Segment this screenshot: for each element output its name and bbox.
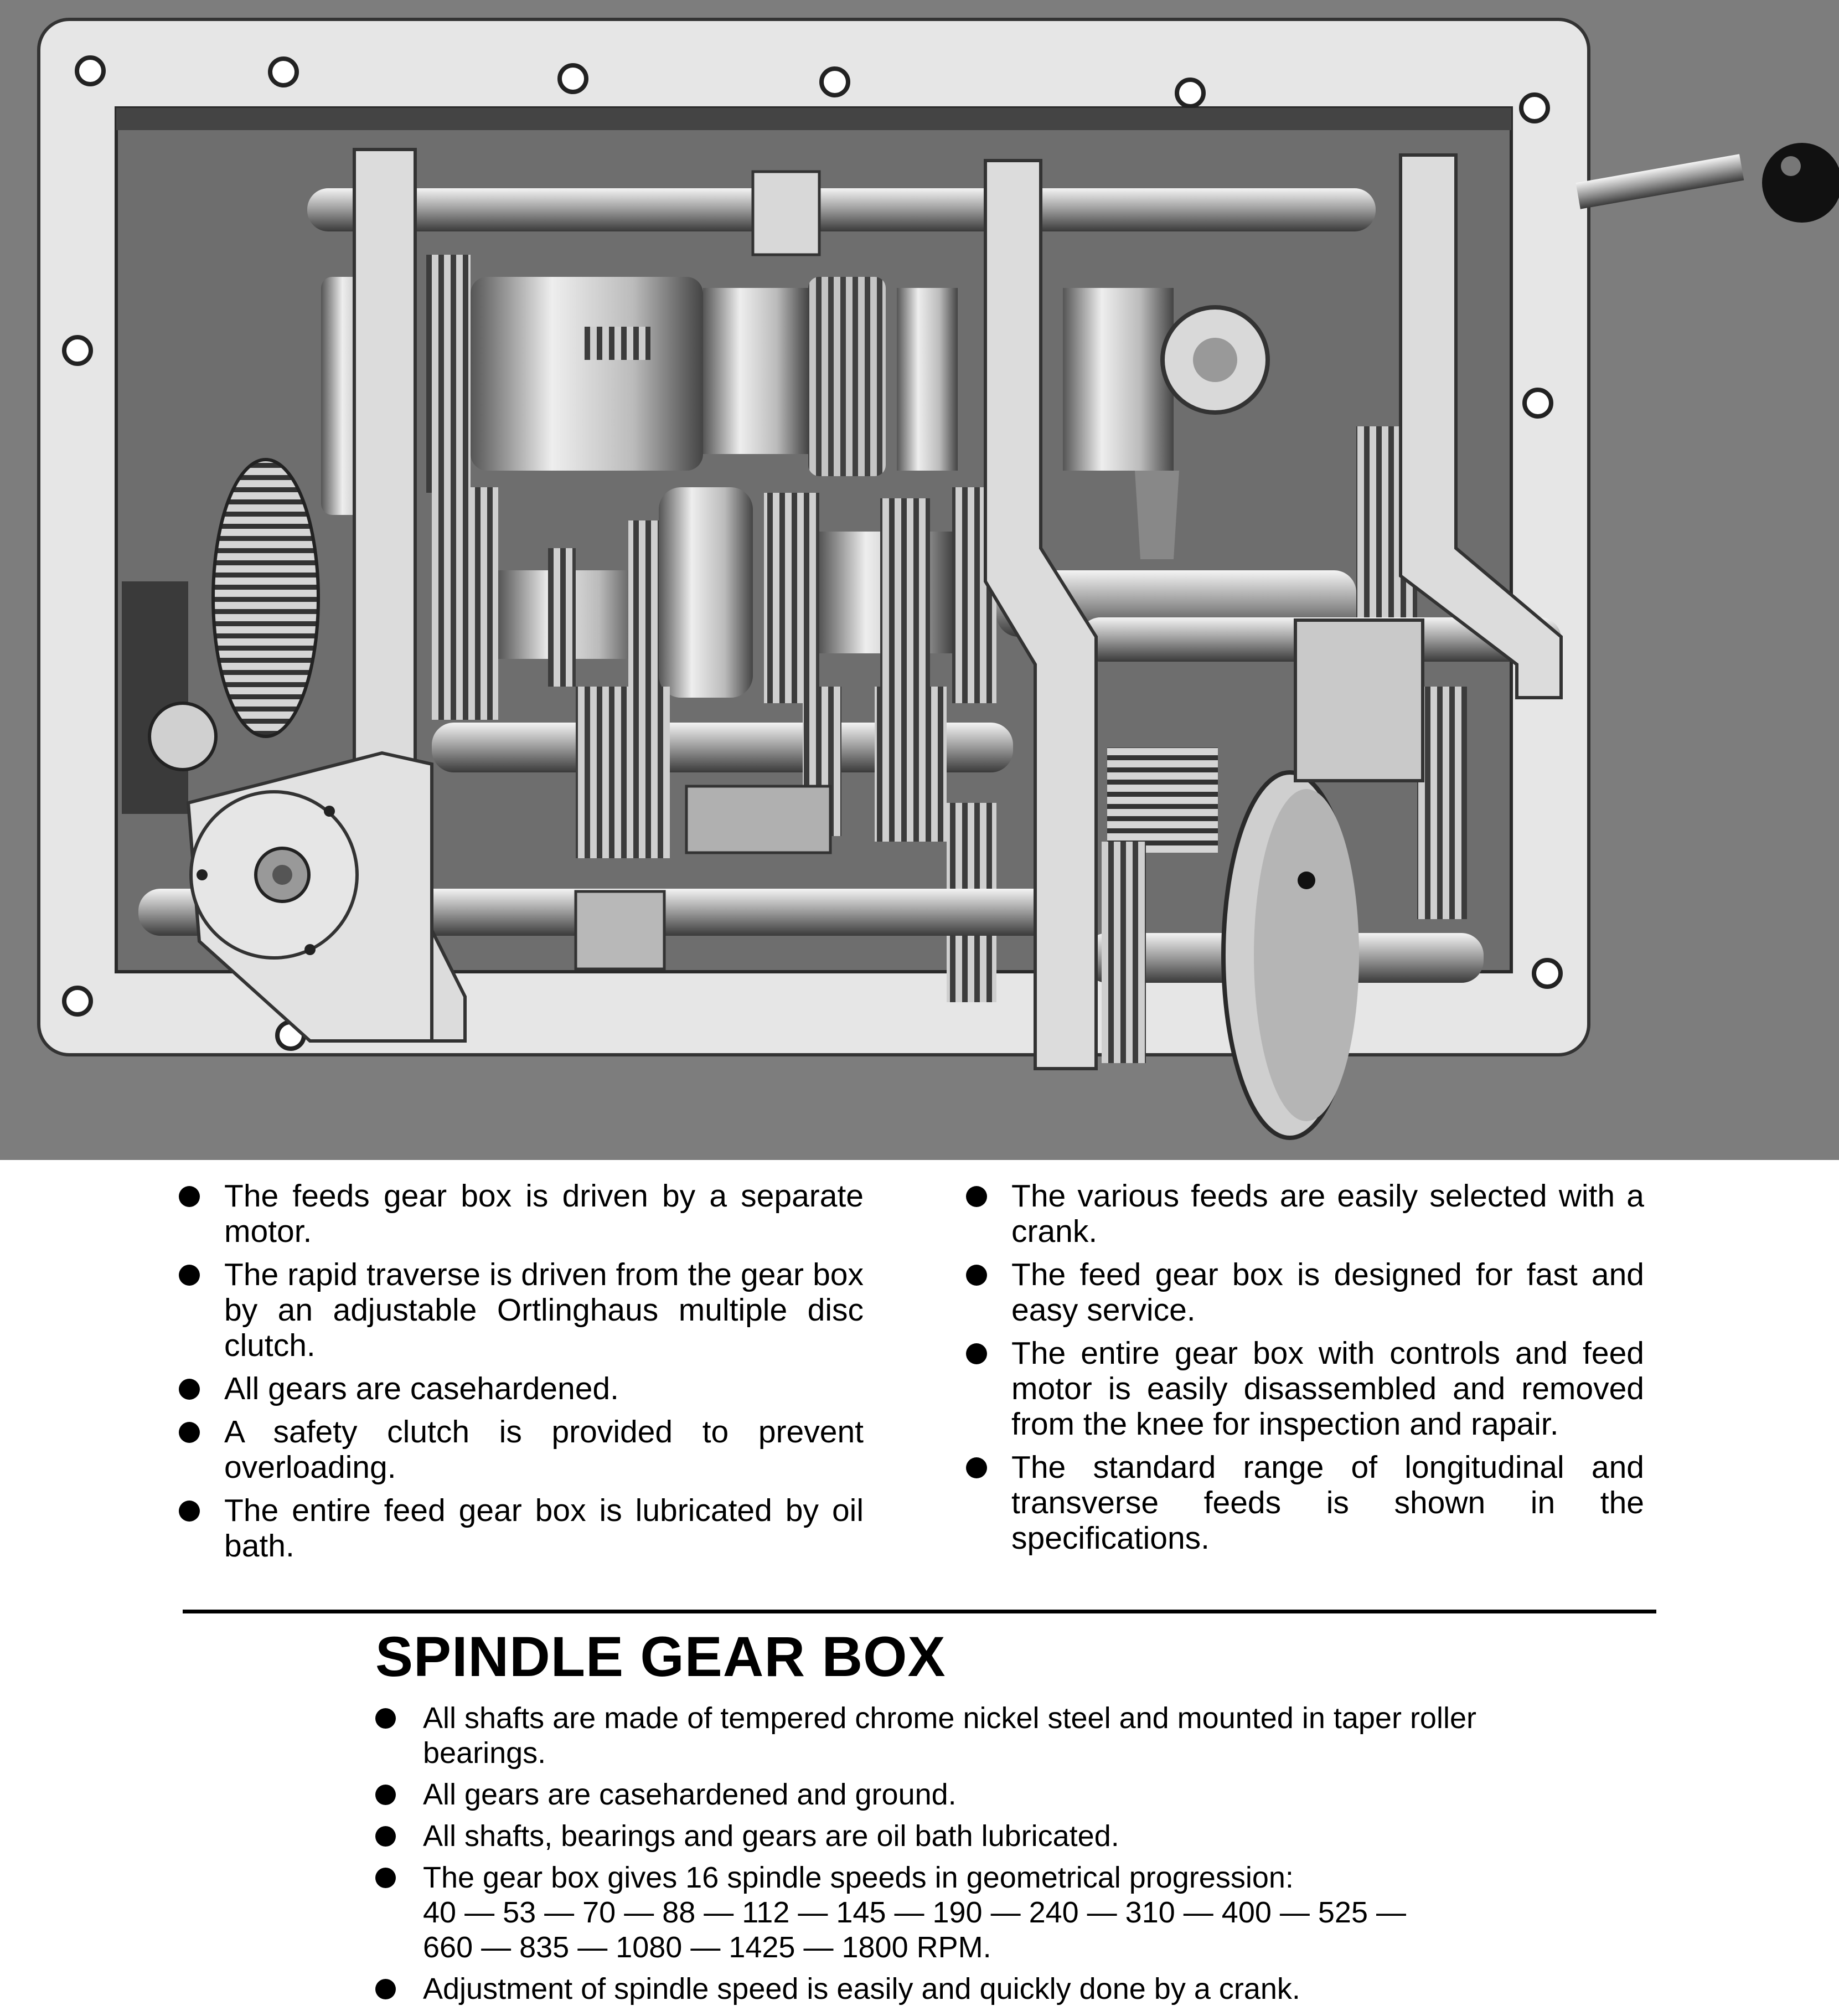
list-item: The various feeds are easily selected with a crank. [966, 1178, 1644, 1249]
list-item: All shafts are made of tempered chrome nickel steel and mounted in taper roller bearings. [375, 1701, 1482, 1771]
bullet-icon [966, 1265, 987, 1286]
spindle-list [375, 1701, 1482, 2007]
list-item: All gears are casehardened and ground. [375, 1777, 1482, 1812]
list-item: The gear box gives 16 spindle speeds in geometrical progression: 40 — 53 — 70 — 88 — 112 — 145 — 190 — 240 — 310 — 400 — 525 — 660 — 835 — 1080 — 1425 — 1800 RPM. [375, 1860, 1482, 1965]
section-divider [183, 1610, 1656, 1613]
bullet-icon [966, 1457, 987, 1478]
list-item: The entire gear box with controls and feed motor is easily disassembled and removed from the knee for inspection and rapair. [966, 1336, 1644, 1442]
list-item: Adjustment of spindle speed is easily and quickly done by a crank. [375, 1972, 1482, 2007]
feeds-right-list [966, 1178, 1644, 1556]
list-item: The feed gear box is designed for fast and easy service. [966, 1257, 1644, 1328]
bullet-icon [375, 1868, 396, 1888]
bullet-icon [966, 1343, 987, 1364]
bullet-icon [179, 1422, 200, 1443]
bullet-icon [375, 1826, 396, 1847]
bullet-icon [375, 1979, 396, 1999]
list-item: The entire feed gear box is lubricated by oil bath. [179, 1493, 864, 1564]
feeds-left-column [179, 1178, 864, 1571]
bullet-icon [179, 1186, 200, 1207]
list-item: The feeds gear box is driven by a separate motor. [179, 1178, 864, 1249]
list-item: All shafts, bearings and gears are oil bath lubricated. [375, 1819, 1482, 1854]
speed-list-line-1: 40 — 53 — 70 — 88 — 112 — 145 — 190 — 240 — 310 — 400 — 525 — [423, 1896, 1406, 1929]
feeds-left-list [179, 1178, 864, 1564]
bullet-icon [966, 1186, 987, 1207]
bullet-icon [179, 1265, 200, 1286]
feeds-right-column [966, 1178, 1644, 1564]
list-item: All gears are casehardened. [179, 1371, 864, 1406]
spindle-section [375, 1625, 1482, 2013]
bullet-icon [375, 1708, 396, 1729]
bullet-icon [375, 1785, 396, 1805]
list-item: The rapid traverse is driven from the gear box by an adjustable Ortlinghaus multiple disc clutch. [179, 1257, 864, 1363]
bullet-icon [179, 1379, 200, 1400]
bullet-icon [179, 1501, 200, 1522]
list-item: The standard range of longitudinal and transverse feeds is shown in the specifications. [966, 1450, 1644, 1556]
list-item: A safety clutch is provided to prevent overloading. [179, 1414, 864, 1485]
section-title: SPINDLE GEAR BOX [375, 1625, 946, 1688]
speed-list-line-2: 660 — 835 — 1080 — 1425 — 1800 RPM. [423, 1931, 991, 1964]
